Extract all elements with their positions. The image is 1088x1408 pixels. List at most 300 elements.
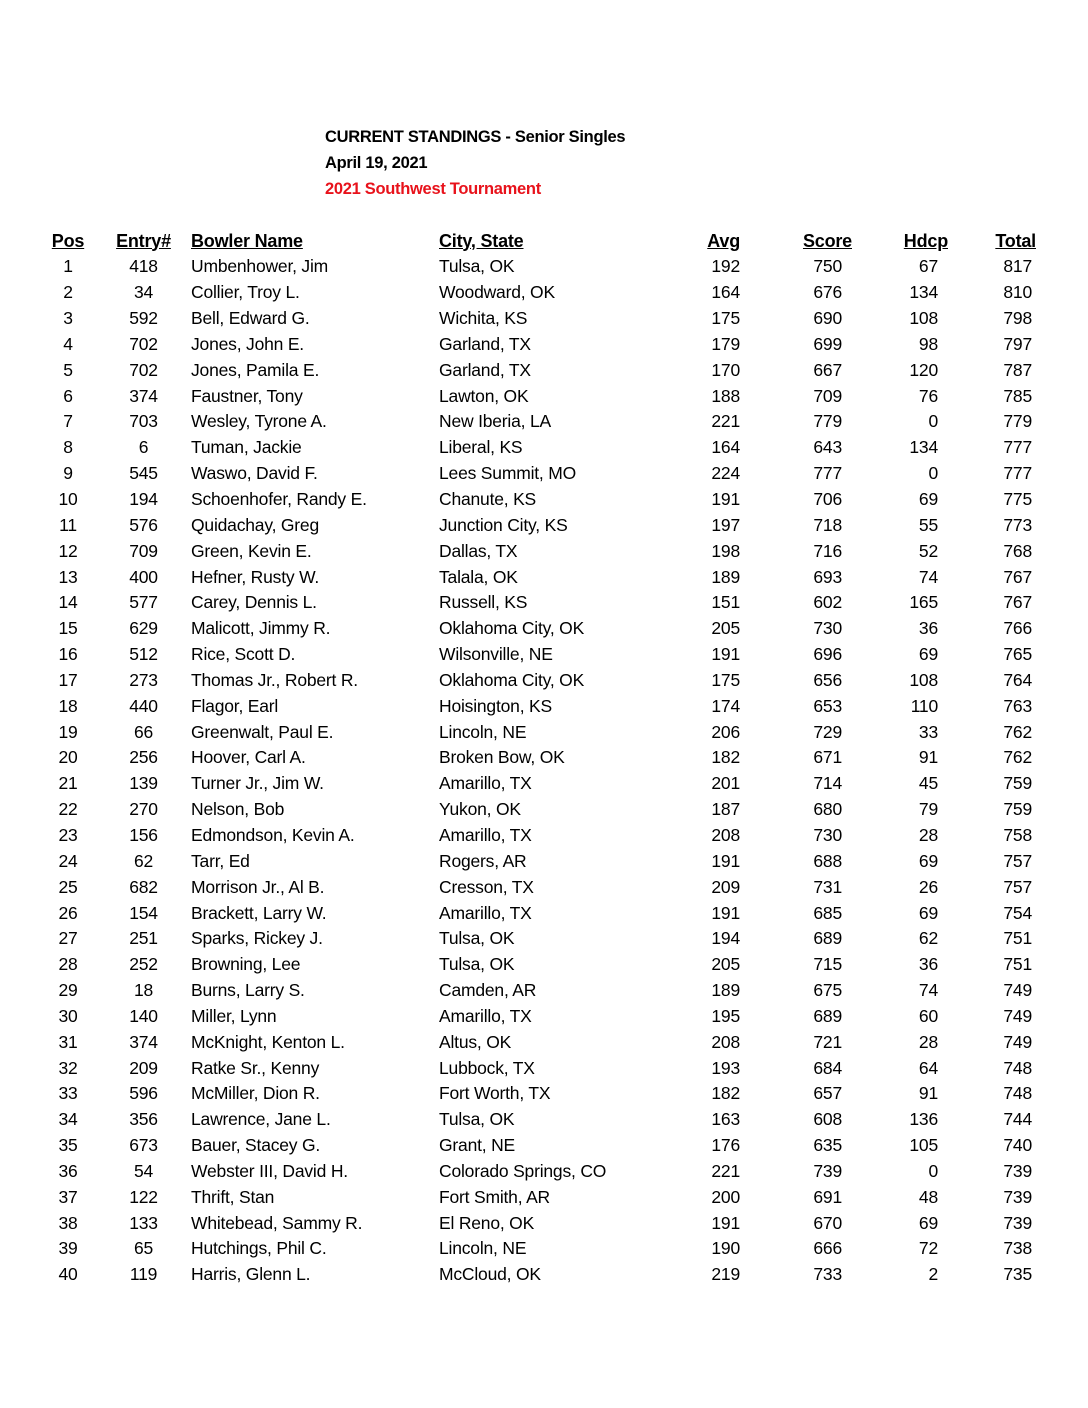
pos-cell: 30: [58, 1005, 78, 1026]
pos-cell: 39: [58, 1238, 78, 1259]
score-cell: 714: [813, 773, 842, 794]
pos-cell: 29: [58, 980, 78, 1001]
score-cell: 739: [813, 1160, 842, 1181]
city-state-cell: Garland, TX: [439, 333, 531, 354]
table-row: [40, 1055, 1036, 1081]
entry-cell: 256: [129, 747, 158, 768]
total-cell: 757: [1003, 850, 1032, 871]
total-cell: 765: [1003, 644, 1032, 665]
total-cell: 735: [1003, 1264, 1032, 1285]
avg-cell: 189: [711, 566, 740, 587]
hdcp-cell: 69: [918, 644, 938, 665]
bowler-name-cell: Lawrence, Jane L.: [191, 1109, 331, 1130]
score-cell: 715: [813, 954, 842, 975]
bowler-name-cell: Flagor, Earl: [191, 695, 279, 716]
total-cell: 775: [1003, 489, 1032, 510]
total-cell: 759: [1003, 799, 1032, 820]
total-cell: 764: [1003, 669, 1032, 690]
hdcp-cell: 108: [909, 308, 938, 329]
entry-cell: 512: [129, 644, 158, 665]
avg-cell: 194: [711, 928, 740, 949]
score-cell: 689: [813, 1005, 842, 1026]
avg-cell: 209: [711, 876, 740, 897]
entry-cell: 356: [129, 1109, 158, 1130]
score-cell: 635: [813, 1135, 842, 1156]
total-cell: 751: [1003, 928, 1032, 949]
hdcp-cell: 108: [909, 669, 938, 690]
pos-cell: 37: [58, 1186, 78, 1207]
bowler-name-cell: Bell, Edward G.: [191, 308, 310, 329]
bowler-name-cell: Greenwalt, Paul E.: [191, 721, 334, 742]
city-state-cell: Tulsa, OK: [439, 1109, 515, 1130]
entry-cell: 682: [129, 876, 158, 897]
total-cell: 810: [1003, 282, 1032, 303]
bowler-name-cell: Webster III, David H.: [191, 1160, 348, 1181]
city-state-cell: Chanute, KS: [439, 489, 537, 510]
avg-cell: 205: [711, 618, 740, 639]
hdcp-cell: 36: [918, 954, 938, 975]
entry-cell: 374: [129, 1031, 158, 1052]
bowler-name-cell: Umbenhower, Jim: [191, 256, 329, 277]
city-state-cell: Amarillo, TX: [439, 902, 532, 923]
table-row: [40, 848, 1036, 874]
city-state-cell: Camden, AR: [439, 980, 537, 1001]
bowler-name-cell: Hoover, Carl A.: [191, 747, 306, 768]
score-cell: 779: [813, 411, 842, 432]
hdcp-cell: 67: [918, 256, 938, 277]
bowler-name-cell: Turner Jr., Jim W.: [191, 773, 324, 794]
hdcp-cell: 74: [918, 566, 938, 587]
pos-cell: 27: [58, 928, 78, 949]
avg-cell: 191: [711, 850, 740, 871]
entry-cell: 251: [129, 928, 158, 949]
total-cell: 749: [1003, 1031, 1032, 1052]
avg-cell: 192: [711, 256, 740, 277]
city-state-cell: El Reno, OK: [439, 1212, 535, 1233]
table-row: [40, 900, 1036, 926]
score-cell: 643: [813, 437, 842, 458]
bowler-name-cell: Wesley, Tyrone A.: [191, 411, 327, 432]
bowler-name-cell: Thomas Jr., Robert R.: [191, 669, 358, 690]
table-row: [40, 280, 1036, 306]
total-cell: 779: [1003, 411, 1032, 432]
total-cell: 817: [1003, 256, 1032, 277]
entry-cell: 702: [129, 359, 158, 380]
total-cell: 773: [1003, 514, 1032, 535]
total-cell: 757: [1003, 876, 1032, 897]
table-row: [40, 564, 1036, 590]
total-cell: 754: [1003, 902, 1032, 923]
hdcp-cell: 165: [909, 592, 938, 613]
column-header-city: City, State: [439, 230, 524, 251]
report-title: CURRENT STANDINGS - Senior Singles: [325, 128, 626, 146]
pos-cell: 6: [63, 385, 73, 406]
city-state-cell: Altus, OK: [439, 1031, 512, 1052]
avg-cell: 201: [711, 773, 740, 794]
avg-cell: 175: [711, 308, 740, 329]
avg-cell: 193: [711, 1057, 740, 1078]
avg-cell: 174: [711, 695, 740, 716]
city-state-cell: Oklahoma City, OK: [439, 669, 585, 690]
score-cell: 729: [813, 721, 842, 742]
total-cell: 777: [1003, 463, 1032, 484]
bowler-name-cell: Malicott, Jimmy R.: [191, 618, 331, 639]
score-cell: 657: [813, 1083, 842, 1104]
city-state-cell: Rogers, AR: [439, 850, 527, 871]
entry-cell: 596: [129, 1083, 158, 1104]
avg-cell: 175: [711, 669, 740, 690]
total-cell: 785: [1003, 385, 1032, 406]
entry-cell: 209: [129, 1057, 158, 1078]
entry-cell: 673: [129, 1135, 158, 1156]
total-cell: 768: [1003, 540, 1032, 561]
score-cell: 718: [813, 514, 842, 535]
table-row: [40, 538, 1036, 564]
entry-cell: 576: [129, 514, 158, 535]
hdcp-cell: 91: [918, 747, 938, 768]
hdcp-cell: 136: [909, 1109, 938, 1130]
score-cell: 675: [813, 980, 842, 1001]
score-cell: 731: [813, 876, 842, 897]
hdcp-cell: 2: [928, 1264, 938, 1285]
table-row: [40, 487, 1036, 513]
bowler-name-cell: Brackett, Larry W.: [191, 902, 327, 923]
city-state-cell: Yukon, OK: [439, 799, 521, 820]
avg-cell: 206: [711, 721, 740, 742]
table-row: [40, 978, 1036, 1004]
pos-cell: 9: [63, 463, 73, 484]
pos-cell: 12: [58, 540, 78, 561]
table-row: [40, 952, 1036, 978]
table-row: [40, 1133, 1036, 1159]
entry-cell: 545: [129, 463, 158, 484]
entry-cell: 6: [138, 437, 149, 458]
score-cell: 685: [813, 902, 842, 923]
city-state-cell: Fort Worth, TX: [439, 1083, 551, 1104]
pos-cell: 5: [63, 359, 73, 380]
city-state-cell: Russell, KS: [439, 592, 528, 613]
bowler-name-cell: Jones, Pamila E.: [191, 359, 320, 380]
score-cell: 684: [813, 1057, 842, 1078]
city-state-cell: Oklahoma City, OK: [439, 618, 585, 639]
avg-cell: 208: [711, 824, 740, 845]
table-row: [40, 1210, 1036, 1236]
entry-cell: 133: [129, 1212, 158, 1233]
table-row: [40, 1029, 1036, 1055]
table-row: [40, 357, 1036, 383]
score-cell: 666: [813, 1238, 842, 1259]
entry-cell: 139: [129, 773, 158, 794]
bowler-name-cell: Green, Kevin E.: [191, 540, 312, 561]
avg-cell: 163: [711, 1109, 740, 1130]
total-cell: 740: [1003, 1135, 1032, 1156]
avg-cell: 191: [711, 902, 740, 923]
entry-cell: 140: [129, 1005, 158, 1026]
bowler-name-cell: Burns, Larry S.: [191, 980, 305, 1001]
entry-cell: 54: [133, 1160, 154, 1181]
avg-cell: 198: [711, 540, 740, 561]
hdcp-cell: 74: [918, 980, 938, 1001]
table-row: [40, 512, 1036, 538]
total-cell: 798: [1003, 308, 1032, 329]
bowler-name-cell: Edmondson, Kevin A.: [191, 824, 355, 845]
pos-cell: 3: [63, 308, 73, 329]
pos-cell: 21: [58, 773, 78, 794]
total-cell: 767: [1003, 592, 1032, 613]
entry-cell: 119: [129, 1264, 158, 1285]
city-state-cell: New Iberia, LA: [439, 411, 551, 432]
city-state-cell: Liberal, KS: [439, 437, 523, 458]
hdcp-cell: 28: [918, 824, 938, 845]
entry-cell: 154: [129, 902, 158, 923]
pos-cell: 33: [58, 1083, 78, 1104]
pos-cell: 1: [63, 256, 73, 277]
table-row: [40, 745, 1036, 771]
score-cell: 709: [813, 385, 842, 406]
avg-cell: 208: [711, 1031, 740, 1052]
avg-cell: 187: [711, 799, 740, 820]
hdcp-cell: 79: [918, 799, 938, 820]
bowler-name-cell: Miller, Lynn: [191, 1005, 277, 1026]
bowler-name-cell: McMiller, Dion R.: [191, 1083, 320, 1104]
avg-cell: 221: [711, 1160, 740, 1181]
score-cell: 730: [813, 824, 842, 845]
total-cell: 738: [1003, 1238, 1032, 1259]
score-cell: 689: [813, 928, 842, 949]
column-header-pos: Pos: [51, 230, 85, 251]
total-cell: 777: [1003, 437, 1032, 458]
entry-cell: 440: [129, 695, 158, 716]
entry-cell: 252: [129, 954, 158, 975]
table-row: [40, 306, 1036, 332]
total-cell: 748: [1003, 1083, 1032, 1104]
entry-cell: 577: [129, 592, 158, 613]
score-cell: 656: [813, 669, 842, 690]
avg-cell: 205: [711, 954, 740, 975]
score-cell: 653: [813, 695, 842, 716]
avg-cell: 182: [711, 1083, 740, 1104]
table-row: [40, 1003, 1036, 1029]
hdcp-cell: 0: [928, 411, 938, 432]
entry-cell: 418: [129, 256, 158, 277]
table-header-row: [40, 228, 1036, 254]
city-state-cell: Hoisington, KS: [439, 695, 552, 716]
entry-cell: 18: [133, 980, 154, 1001]
score-cell: 680: [813, 799, 842, 820]
table-row: [40, 254, 1036, 280]
avg-cell: 190: [711, 1238, 740, 1259]
hdcp-cell: 60: [918, 1005, 938, 1026]
hdcp-cell: 52: [918, 540, 938, 561]
table-row: [40, 435, 1036, 461]
score-cell: 699: [813, 333, 842, 354]
score-cell: 671: [813, 747, 842, 768]
total-cell: 767: [1003, 566, 1032, 587]
entry-cell: 270: [129, 799, 158, 820]
score-cell: 733: [813, 1264, 842, 1285]
total-cell: 739: [1003, 1186, 1032, 1207]
entry-cell: 194: [129, 489, 158, 510]
column-header-name: Bowler Name: [191, 230, 303, 251]
total-cell: 748: [1003, 1057, 1032, 1078]
score-cell: 670: [813, 1212, 842, 1233]
entry-cell: 65: [133, 1238, 154, 1259]
bowler-name-cell: Bauer, Stacey G.: [191, 1135, 321, 1156]
pos-cell: 25: [58, 876, 78, 897]
table-row: [40, 693, 1036, 719]
table-row: [40, 1262, 1036, 1288]
table-row: [40, 1159, 1036, 1185]
hdcp-cell: 45: [918, 773, 938, 794]
table-row: [40, 1107, 1036, 1133]
hdcp-cell: 120: [909, 359, 938, 380]
pos-cell: 26: [58, 902, 78, 923]
bowler-name-cell: Morrison Jr., Al B.: [191, 876, 325, 897]
entry-cell: 66: [133, 721, 154, 742]
hdcp-cell: 26: [918, 876, 938, 897]
avg-cell: 182: [711, 747, 740, 768]
table-row: [40, 1184, 1036, 1210]
avg-cell: 191: [711, 489, 740, 510]
entry-cell: 592: [129, 308, 158, 329]
total-cell: 762: [1003, 747, 1032, 768]
hdcp-cell: 62: [918, 928, 938, 949]
bowler-name-cell: Ratke Sr., Kenny: [191, 1057, 320, 1078]
city-state-cell: Wichita, KS: [439, 308, 528, 329]
city-state-cell: Grant, NE: [439, 1135, 516, 1156]
bowler-name-cell: Nelson, Bob: [191, 799, 285, 820]
score-cell: 602: [813, 592, 842, 613]
pos-cell: 15: [58, 618, 78, 639]
bowler-name-cell: Jones, John E.: [191, 333, 304, 354]
hdcp-cell: 64: [918, 1057, 938, 1078]
city-state-cell: Colorado Springs, CO: [439, 1160, 607, 1181]
avg-cell: 200: [711, 1186, 740, 1207]
city-state-cell: Fort Smith, AR: [439, 1186, 550, 1207]
city-state-cell: Broken Bow, OK: [439, 747, 565, 768]
total-cell: 758: [1003, 824, 1032, 845]
hdcp-cell: 134: [909, 282, 938, 303]
bowler-name-cell: Whitebead, Sammy R.: [191, 1212, 363, 1233]
pos-cell: 28: [58, 954, 78, 975]
report-date: April 19, 2021: [325, 154, 428, 172]
avg-cell: 224: [711, 463, 740, 484]
score-cell: 691: [813, 1186, 842, 1207]
title-block: [325, 124, 625, 202]
hdcp-cell: 98: [918, 333, 938, 354]
bowler-name-cell: Sparks, Rickey J.: [191, 928, 323, 949]
pos-cell: 31: [58, 1031, 78, 1052]
avg-cell: 189: [711, 980, 740, 1001]
avg-cell: 179: [711, 333, 740, 354]
city-state-cell: Tulsa, OK: [439, 954, 515, 975]
table-row: [40, 461, 1036, 487]
total-cell: 759: [1003, 773, 1032, 794]
total-cell: 766: [1003, 618, 1032, 639]
column-header-entry: Entry#: [116, 230, 171, 251]
standings-body: [40, 254, 1036, 1288]
avg-cell: 188: [711, 385, 740, 406]
hdcp-cell: 28: [918, 1031, 938, 1052]
city-state-cell: Amarillo, TX: [439, 773, 532, 794]
avg-cell: 219: [711, 1264, 740, 1285]
table-row: [40, 642, 1036, 668]
entry-cell: 273: [129, 669, 158, 690]
pos-cell: 24: [58, 850, 78, 871]
table-row: [40, 1081, 1036, 1107]
bowler-name-cell: Collier, Troy L.: [191, 282, 300, 303]
total-cell: 763: [1003, 695, 1032, 716]
city-state-cell: McCloud, OK: [439, 1264, 541, 1285]
hdcp-cell: 69: [918, 850, 938, 871]
pos-cell: 17: [58, 669, 78, 690]
total-cell: 739: [1003, 1212, 1032, 1233]
bowler-name-cell: Carey, Dennis L.: [191, 592, 317, 613]
city-state-cell: Lincoln, NE: [439, 721, 527, 742]
column-header-avg: Avg: [707, 230, 740, 251]
city-state-cell: Woodward, OK: [439, 282, 555, 303]
pos-cell: 20: [58, 747, 78, 768]
score-cell: 690: [813, 308, 842, 329]
pos-cell: 19: [58, 721, 78, 742]
score-cell: 716: [813, 540, 842, 561]
avg-cell: 191: [711, 1212, 740, 1233]
total-cell: 751: [1003, 954, 1032, 975]
hdcp-cell: 110: [910, 695, 938, 716]
pos-cell: 8: [63, 437, 73, 458]
bowler-name-cell: Tuman, Jackie: [191, 437, 302, 458]
pos-cell: 2: [63, 282, 73, 303]
hdcp-cell: 134: [909, 437, 938, 458]
pos-cell: 40: [58, 1264, 78, 1285]
avg-cell: 195: [711, 1005, 740, 1026]
score-cell: 667: [813, 359, 842, 380]
entry-cell: 156: [129, 824, 158, 845]
avg-cell: 176: [711, 1135, 740, 1156]
score-cell: 693: [813, 566, 842, 587]
score-cell: 777: [813, 463, 842, 484]
score-cell: 721: [813, 1031, 842, 1052]
hdcp-cell: 48: [918, 1186, 938, 1207]
pos-cell: 7: [63, 411, 73, 432]
bowler-name-cell: Hutchings, Phil C.: [191, 1238, 327, 1259]
city-state-cell: Tulsa, OK: [439, 256, 515, 277]
city-state-cell: Garland, TX: [439, 359, 531, 380]
entry-cell: 702: [129, 333, 158, 354]
entry-cell: 34: [133, 282, 154, 303]
bowler-name-cell: Rice, Scott D.: [191, 644, 296, 665]
pos-cell: 35: [58, 1135, 78, 1156]
score-cell: 730: [813, 618, 842, 639]
city-state-cell: Cresson, TX: [439, 876, 534, 897]
avg-cell: 151: [711, 592, 740, 613]
score-cell: 608: [813, 1109, 842, 1130]
hdcp-cell: 91: [918, 1083, 938, 1104]
total-cell: 787: [1003, 359, 1032, 380]
hdcp-cell: 0: [928, 463, 938, 484]
bowler-name-cell: Quidachay, Greg: [191, 514, 319, 535]
city-state-cell: Lubbock, TX: [439, 1057, 535, 1078]
entry-cell: 374: [129, 385, 158, 406]
avg-cell: 170: [711, 359, 740, 380]
score-cell: 706: [813, 489, 842, 510]
city-state-cell: Lees Summit, MO: [439, 463, 577, 484]
hdcp-cell: 105: [909, 1135, 938, 1156]
total-cell: 749: [1003, 1005, 1032, 1026]
table-row: [40, 1236, 1036, 1262]
city-state-cell: Wilsonville, NE: [439, 644, 553, 665]
entry-cell: 629: [129, 618, 158, 639]
